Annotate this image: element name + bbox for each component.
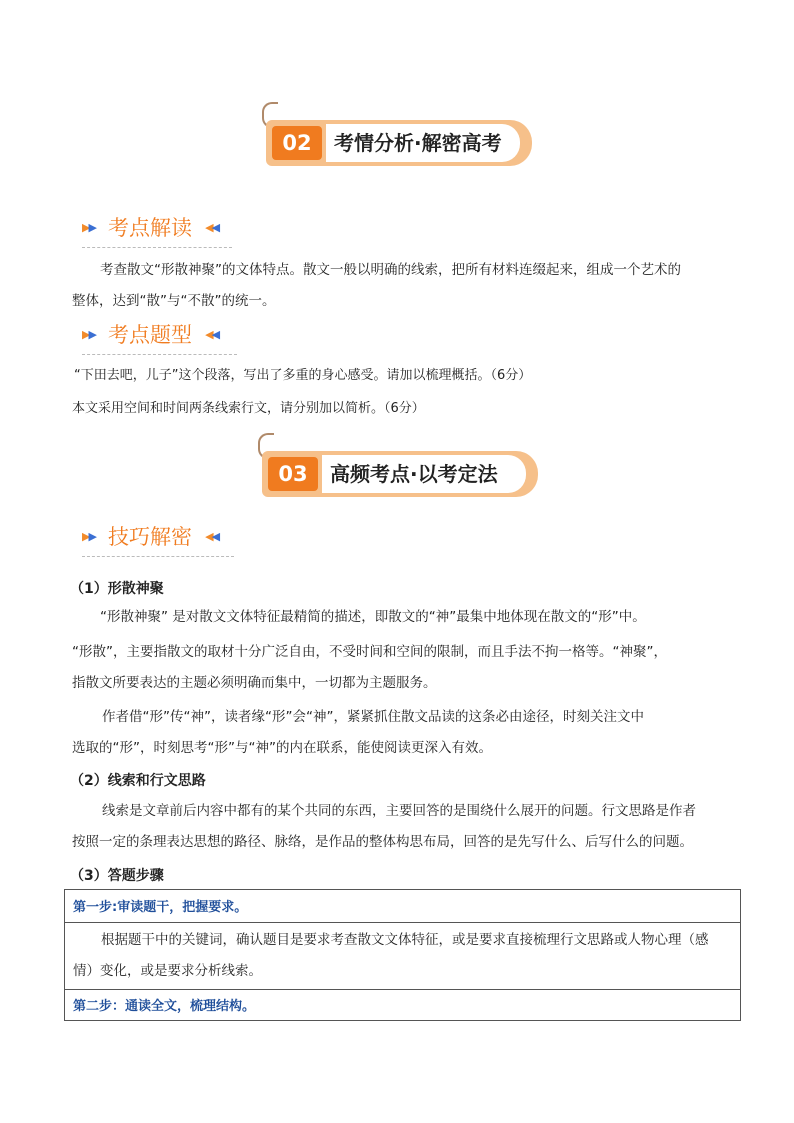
subheading-kaodian-tixing	[82, 319, 237, 355]
section-title: 高频考点·以考定法	[322, 455, 526, 493]
double-arrow-left-icon: ◀◀	[205, 529, 219, 543]
question-1: “下田去吧，儿子”这个段落，写出了多重的身心感受。请加以梳理概括。（6分）	[74, 368, 532, 383]
paragraph: 作者借“形”传“神”，读者缘“形”会“神”，紧紧抓住散文品读的这条必由途径，时刻关注文中	[102, 709, 644, 725]
step-2-label: 第二步：通读全文，梳理结构。	[73, 999, 256, 1014]
paragraph: “形散神聚” 是对散文文体特征最精简的描述，即散文的“神”最集中地体现在散文的“形”中。	[100, 609, 646, 625]
heading-1: （1）形散神聚	[70, 581, 164, 597]
double-arrow-right-icon: ▶▶	[82, 327, 95, 341]
section-number: 03	[268, 457, 318, 491]
subheading-jiqiao-jiemi	[82, 521, 234, 557]
subheading-title: 考点解读	[108, 216, 193, 240]
step-1-label: 第一步:审读题干，把握要求。	[73, 900, 248, 915]
section-title: 考情分析·解密高考	[326, 124, 520, 162]
section-number: 02	[272, 126, 322, 160]
paragraph: 整体，达到“散”与“不散”的统一。	[72, 293, 276, 309]
dashed-underline	[82, 556, 234, 557]
paragraph: 按照一定的条理表达思想的路径、脉络，是作品的整体构思布局，回答的是先写什么、后写什么的问题。	[72, 834, 693, 850]
double-arrow-left-icon: ◀◀	[205, 327, 219, 341]
paragraph: “形散”，主要指散文的取材十分广泛自由，不受时间和空间的限制，而且手法不拘一格等。“神聚”，	[72, 644, 667, 660]
subheading-title: 考点题型	[108, 323, 193, 347]
dashed-underline	[82, 247, 232, 248]
paragraph: 选取的“形”，时刻思考“形”与“神”的内在联系，能使阅读更深入有效。	[72, 740, 492, 756]
paragraph: 考查散文“形散神聚”的文体特点。散文一般以明确的线索，把所有材料连缀起来，组成一个艺术的	[100, 262, 681, 278]
question-2: 本文采用空间和时间两条线索行文，请分别加以简析。（6分）	[72, 401, 425, 416]
section-banner-03	[262, 451, 538, 501]
dashed-underline	[82, 354, 237, 355]
step-1-row	[65, 890, 740, 923]
paragraph: 线索是文章前后内容中都有的某个共同的东西，主要回答的是围绕什么展开的问题。行文思路是作者	[102, 803, 696, 819]
step-2-row	[65, 990, 740, 1020]
heading-2: （2）线索和行文思路	[70, 773, 206, 789]
heading-3: （3）答题步骤	[70, 868, 164, 884]
double-arrow-right-icon: ▶▶	[82, 220, 95, 234]
step-1-desc-row	[65, 923, 740, 990]
steps-table	[64, 889, 741, 1021]
double-arrow-right-icon: ▶▶	[82, 529, 95, 543]
step-1-text: 情）变化，或是要求分析线索。	[73, 963, 262, 979]
subheading-kaodian-jiedu	[82, 212, 232, 248]
paragraph: 指散文所要表达的主题必须明确而集中，一切都为主题服务。	[72, 675, 437, 691]
section-banner-02	[266, 120, 532, 170]
double-arrow-left-icon: ◀◀	[205, 220, 219, 234]
step-1-text: 根据题干中的关键词，确认题目是要求考查散文文体特征，或是要求直接梳理行文思路或人物心理（感	[101, 932, 709, 948]
subheading-title: 技巧解密	[108, 525, 193, 549]
